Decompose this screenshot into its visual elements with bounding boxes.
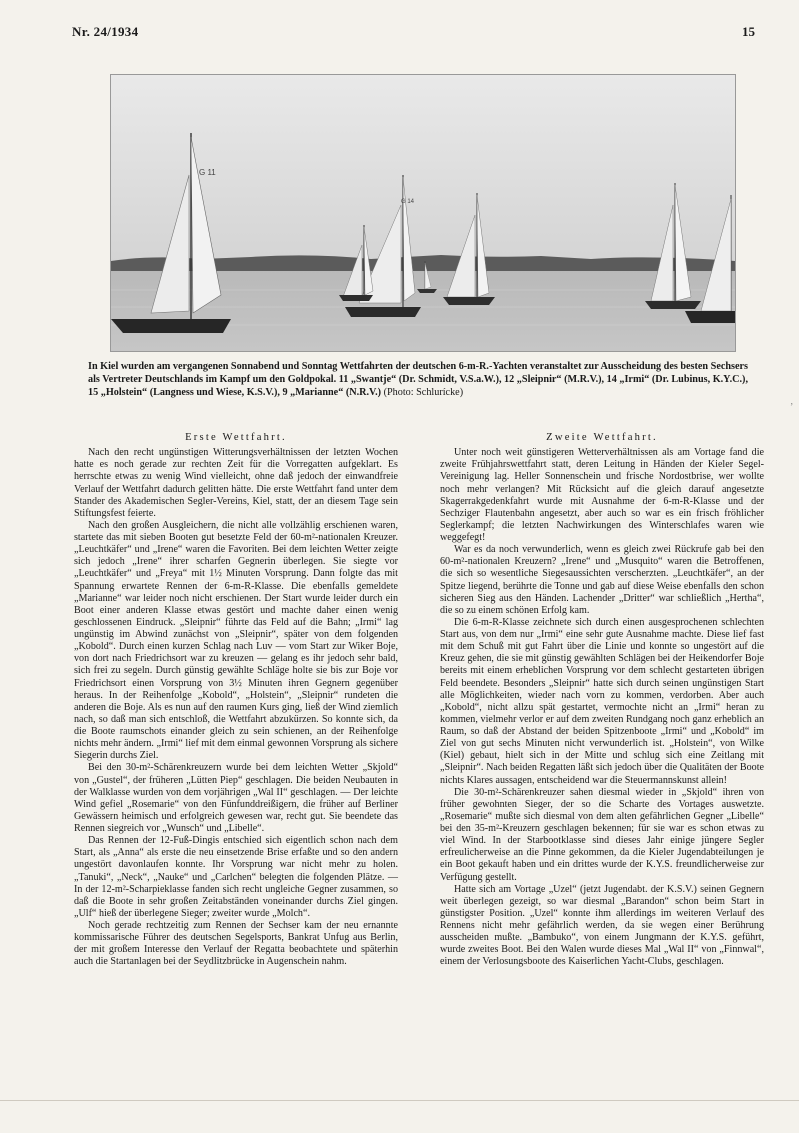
- paragraph: Nach den großen Ausgleichern, die nicht alle vollzählig erschienen waren, startete das mit sieben Booten gut besetzte Feld der 60-m²-nationalen Kreuzer. „Leuchtkäfer“ und „Irene“ waren die Favoriten. Bei dem leichten Wetter zeigte sich jedoch „Irene“ ihrer scharfen Gegnerin überlegen. Sie siegte vor „Leuchtkäfer“ und „Freya“ mit 1½ Minuten Vorsprung. Dann folgte das mit Spannung erwartete Rennen der 6-m-R-Klasse. Die ebenfalls gemeldete „Marianne“ war leider noch nicht erschienen. Der Start wurde leider durch ein Boot einer anderen Klasse etwas gestört und machte daher einen wenig geschlossenen Eindruck. „Sleipnir“ führte das Feld auf die Bahn; „Irmi“ lag ungünstig im Abwind zunächst von „Sleipnir“, später von dem folgenden „Kobold“. Durch einen kurzen Schlag nach Luv — vom Start zur Wiker Boje, von dort nach Friedrichsort war zu kreuzen — gelang es ihr jedoch sehr bald, sich frei zu segeln. Durch günstig gewählte Schläge holte sie bis zur Boje vor Friedrichsort einen Vorsprung von 3½ Minuten ihren Gegnern gegenüber heraus. In der Reihenfolge „Kobold“, „Holstein“, „Sleipnir“ rundeten die anderen die Boje. Als es nun auf den raumen Kurs ging, ließ der Wind ziemlich nach, so daß man sich entschloß, die Wettfahrt abzukürzen. So konnte sich, da die Boote raumschots einander gleich zu sein schienen, an der Reihenfolge nichts mehr ändern. „Irmi“ lief mit dem einmal gewonnen Vorsprung als sichere Siegerin durchs Ziel.: [74, 519, 398, 762]
- sail-number-g11: G 11: [199, 168, 216, 177]
- photo-caption: [88, 361, 748, 399]
- paragraph: Noch gerade rechtzeitig zum Rennen der Sechser kam der neu ernannte kommissarische Führer des deutschen Segelsports, Bankrat Unfug aus Berlin, der mit großem Interesse den Verlauf der Regatta beobachtete und späterhin auch die Startanlagen bei der Seydlitzbrücke in Augenschein nahm.: [74, 920, 398, 968]
- paragraph: Das Rennen der 12-Fuß-Dingis entschied sich eigentlich schon nach dem Start, als „Anna“ als erste die neu einsetzende Brise erfaßte und so den andern ungestört davonlaufen konnte. Ihr Vorsprung war nicht mehr zu holen. „Tanuki“, „Neck“, „Nauke“ und „Carlchen“ belegten die folgenden Plätze. — In der 12-m²-Scharpieklasse fanden sich recht ungleiche Gegner zusammen, so daß die Boote in sehr großen Zeitabständen voneinander durchs Ziel gingen. „Ulf“ hieß der überlegene Sieger; zweiter wurde „Molch“.: [74, 835, 398, 919]
- photo-credit: (Photo: Schlurícke): [383, 386, 464, 398]
- section-title-second-race: Zweite Wettfahrt.: [546, 432, 658, 443]
- page-bottom-edge: [0, 1100, 799, 1101]
- caption-text: In Kiel wurden am vergangenen Sonnabend und Sonntag Wettfahrten der deutschen 6-m-R.-Yachten veranstaltet zur Ausscheidung des besten Sechsers als Vertreter Deutschlands im Kampf um den Goldpokal. 11 „Swantje“ (Dr. Schmidt, V.S.a.W.), 12 „Sleipnir“ (M.R.V.), 14 „Irmi“ (Dr. Lubinus, K.Y.C.), 15 „Holstein“ (Langness und Wiese, K.S.V.), 9 „Marianne“ (N.R.V.): [88, 361, 748, 398]
- page-number: 15: [742, 24, 755, 39]
- regatta-photo: [110, 74, 736, 352]
- sail-number-g14: G 14: [401, 199, 415, 205]
- paragraph: War es da noch verwunderlich, wenn es gleich zwei Rückrufe gab bei den 60-m²-nationalen Kreuzern? „Irene“ und „Musquito“ waren die Betroffenen, die sich so wesentliche Siegesaussichten verscherzten. „Leuchtkäfer“, an der Spitze liegend, berührte die Tonne und gab auf diese Weise ebenfalls den schon sicheren Sieg aus den Händen. Lachender „Dritter“ war schließlich „Hertha“, die so zu einem schönen Erfolg kam.: [440, 544, 764, 616]
- paragraph: Bei den 30-m²-Schärenkreuzern wurde bei dem leichten Wetter „Skjold“ von „Gustel“, der früheren „Lütten Piep“ geschlagen. Die beiden Neubauten in der Walklasse wurden von dem vorjährigen „Wal II“ geschlagen. — Der leichte Wind gefiel „Rosemarie“ von den Fünfunddreißigern, die früher auf Berliner Gewässern heimisch und erfolgreich gewesen war, recht gut. Sie beendete das Rennen siegreich vor „Wunsch“ und „Libelle“.: [74, 762, 398, 834]
- issue-number: Nr. 24/1934: [72, 24, 139, 39]
- margin-mark: ,: [790, 396, 793, 407]
- paragraph: Nach den recht ungünstigen Witterungsverhältnissen der letzten Wochen hatte es noch gerade zur rechten Zeit für die Vorregatten aufgeklart. Es herrschte etwas zu wenig Wind vielleicht, ohne daß jedoch der einwandfreie Verlauf der Wettfahrt dadurch gelitten hätte. Die erste Wettfahrt fand unter dem Stander des Akademischen Segler-Vereins, Kiel, statt, der an diesem Tage sein Stiftungsfest feierte.: [74, 447, 398, 519]
- paragraph: Hatte sich am Vortage „Uzel“ (jetzt Jugendabt. der K.S.V.) seinen Gegnern weit überlegen gezeigt, so war diesmal „Barandon“ schon beim Start in günstigster Position. „Uzel“ konnte ihm allerdings im weiteren Verlauf des Rennens nicht mehr gefährlich werden, da sie wegen einer Berührung ausscheiden mußte. „Bambuko“, von einem Jungmann der K.Y.S. geführt, wurde zweites Boot. Bei den Walen wurde dieses Mal „Wal II“ von „Finnwal“, einem der Verlosungsboote des Kaiserlichen Yacht-Clubs, geschlagen.: [440, 883, 764, 968]
- right-column: [440, 432, 764, 969]
- paragraph: Die 6-m-R-Klasse zeichnete sich durch einen ausgesprochenen schlechten Start aus, von dem nur „Irmi“ eine sehr gute Ausnahme machte. Diese lief fast mit dem Schuß mit gut Fahrt über die Linie und konnte so ungestört auf die Kreuz gehen, die sie mit günstig gewählten Schlägen bei der Heikendorfer Boje bereits mit einem erheblichen Vorsprung vor dem schlecht gestarteten übrigen Feld beendete. Besonders „Sleipnir“ hatte sich durch seinen ungünstigen Start alle Möglichkeiten, wieder nach vorn zu kommen, verdorben. Aber auch „Kobold“, nicht allzu spät gestartet, vermochte nicht an „Irmi“ heran zu kommen, vielmehr verlor er auf dem zweiten Rundgang noch ganz erheblich an Raum, so daß der Abstand der beiden Spitzenboote „Irmi“ und „Kobold“ im Ziel von gut sechs Minuten nicht verwunderlich ist. „Holstein“, von Wilke (Kiel) gebaut, hielt sich in der Mitte und schlug sich eine Zeitlang mit „Sleipnir“. Nach beiden Regatten läßt sich jedoch über die Qualitäten der Boote nichts Klares aussagen, entscheidend war die Steuermannskunst allein!: [440, 616, 764, 786]
- paragraph: Unter noch weit günstigeren Wetterverhältnissen als am Vortage fand die zweite Frühjahrswettfahrt statt, deren Leitung in Händen der Kieler Segel-Vereinigung lag. Heller Sonnenschein und frische Nordostbrise, wer wollte noch mehr verlangen? Mit Rücksicht auf die gleich darauf angesetzte Skagerrakgedenkfahrt wurde mit Ausnahme der 6-m-R-Klasse und der Sechziger Flautenbahn angesetzt, aber auch so war es ein frisch fröhlicher Seglerkampf; die letzten Nachwirkungen des Winterschlafes waren wie weggefegt!: [440, 447, 764, 543]
- section-title-first-race: Erste Wettfahrt.: [185, 432, 287, 443]
- left-column: [74, 432, 398, 969]
- paragraph: Die 30-m²-Schärenkreuzer sahen diesmal wieder in „Skjold“ ihren von früher gewohnten Sieger, der so die Scharte des Vortages auswetzte. „Rosemarie“ mußte sich diesmal von dem alten gefährlichen Gegner „Libelle“ bei den 35-m²-Kreuzern geschlagen bekennen; für sie war es schon etwas zu viel Wind. In der Starbootklasse sind dieses Jahr einige jüngere Segler erfreulicherweise an die Pinne gekommen, da die Kieler Jugendabteilungen je ein Boot gekauft haben und ein drittes wurde der K.Y.S. freundlicherweise zur Verfügung gestellt.: [440, 786, 764, 883]
